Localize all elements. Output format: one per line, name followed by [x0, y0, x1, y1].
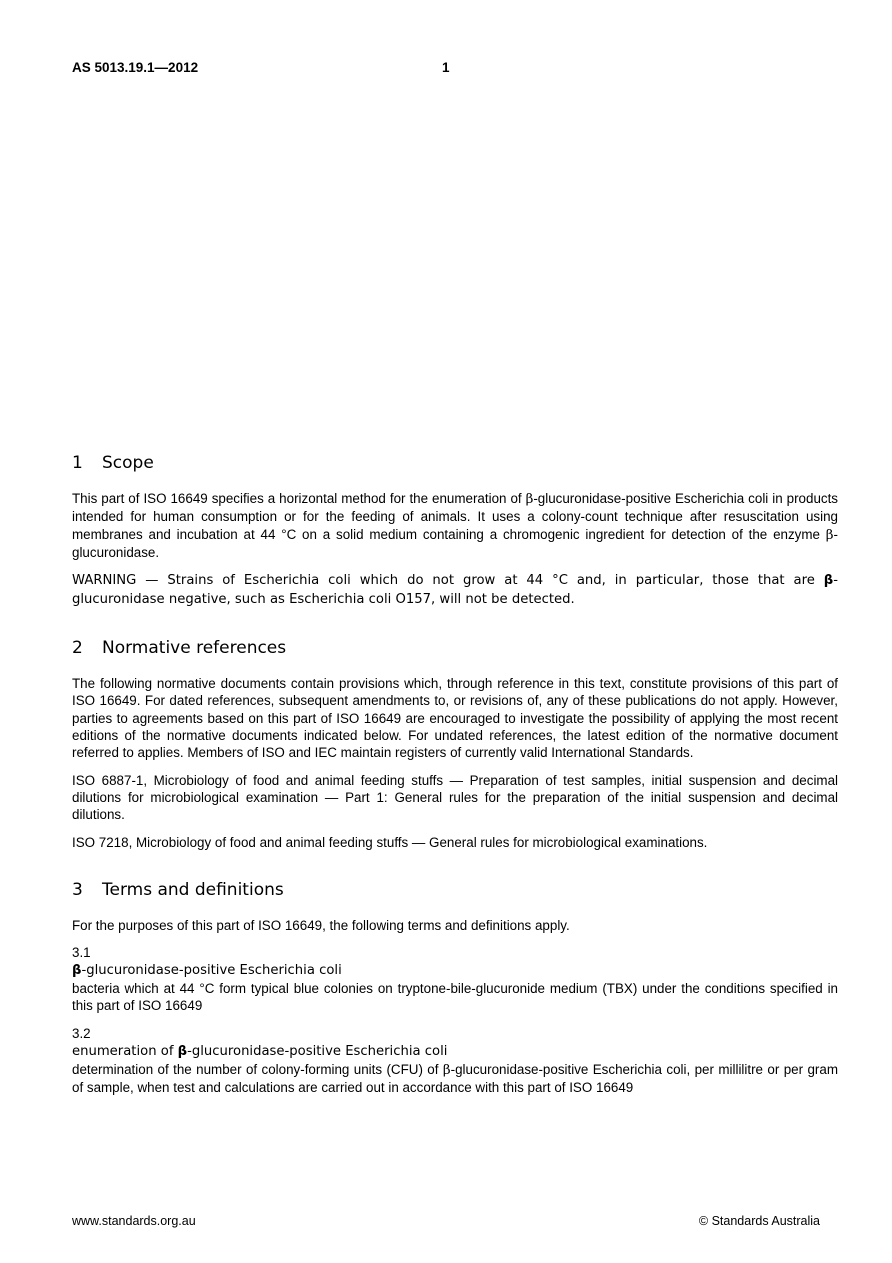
document-code: AS 5013.19.1—2012 — [72, 60, 199, 75]
term-entry — [72, 944, 838, 1015]
beta-symbol: β — [823, 573, 834, 589]
normative-intro-paragraph: The following normative documents contain provisions which, through reference in this text, constitute provisions of this part of ISO 16649. For dated references, subsequent amendments to, or revisions of, any of these publications do not apply. However, parties to agreements based on this part of ISO 16649 are encouraged to investigate the possibility of applying the most recent editions of the normative documents indicated below. For undated references, the latest edition of the normative document referred to applies. Members of ISO and IEC maintain registers of currently valid International Standards. — [72, 676, 838, 761]
section-number: 2 — [72, 638, 83, 659]
text-run: determination of the number of colony-forming units (CFU) of — [72, 1061, 443, 1077]
section-heading-scope — [72, 452, 838, 474]
reference-iso-6887-1: ISO 6887-1, Microbiology of food and animal feeding stuffs — Preparation of test samples, initial suspension and decimal dilutions for microbiological examination — Part 1: General rules for the preparation of the initial suspension and decimal dilutions. — [72, 772, 838, 823]
footer-website-link[interactable]: www.standards.org.au — [72, 1214, 196, 1228]
warning-paragraph — [72, 571, 838, 609]
section-heading-normative — [72, 637, 838, 659]
text-run: -glucuronidase-positive Escherichia coli — [81, 963, 342, 979]
term-number: 3.2 — [72, 1025, 91, 1041]
page-number: 1 — [442, 60, 450, 75]
section-number: 3 — [72, 879, 83, 900]
section-terms-definitions — [72, 879, 838, 1096]
text-run: WARNING — Strains of Escherichia coli which do not grow at 44 °C and, in particular, those that are — [72, 573, 824, 589]
section-title: Terms and definitions — [102, 879, 284, 900]
text-run: -glucuronidase-positive Escherichia coli in products intended for human consumption or for the feeding of animals. It uses a colony-count technique after resuscitation using membranes and incubation at 44 °C on a solid medium containing a chromogenic ingredient for detection of the enzyme — [72, 491, 838, 542]
beta-symbol: β — [177, 1043, 188, 1059]
text-run: enumeration of — [72, 1043, 178, 1059]
section-title: Normative references — [102, 638, 287, 659]
section-scope — [72, 452, 838, 609]
beta-symbol: β — [442, 1062, 451, 1078]
section-title: Scope — [102, 453, 154, 473]
footer-copyright: © Standards Australia — [698, 1214, 820, 1228]
term-name — [72, 962, 838, 980]
text-run: -glucuronidase negative, such as Escherichia coli O157, will not be detected. — [72, 573, 838, 608]
beta-symbol: β — [525, 492, 534, 507]
section-number: 1 — [72, 453, 83, 473]
terms-intro-paragraph: For the purposes of this part of ISO 16649, the following terms and definitions apply. — [72, 917, 570, 933]
section-heading-terms — [72, 879, 838, 901]
text-run: -glucuronidase-positive Escherichia coli — [187, 1043, 448, 1059]
term-number: 3.1 — [72, 945, 91, 961]
text-run: -glucuronidase-positive Escherichia coli, per millilitre or per gram of sample, when test and calculations are carried out in accordance with this part of ISO 16649 — [72, 1061, 838, 1096]
section-normative-references — [72, 637, 838, 851]
reference-iso-7218: ISO 7218, Microbiology of food and animal feeding stuffs — General rules for microbiological examinations. — [72, 834, 708, 850]
text-run: This part of ISO 16649 specifies a horizontal method for the enumeration of — [72, 491, 526, 506]
term-name — [72, 1043, 838, 1061]
text-run: -glucuronidase. — [72, 526, 838, 560]
document-body — [72, 452, 838, 1106]
term-entry — [72, 1025, 838, 1097]
beta-symbol: β — [825, 527, 834, 543]
scope-paragraph — [72, 490, 838, 561]
term-definition: bacteria which at 44 °C form typical blue colonies on tryptone-bile-glucuronide medium (TBX) under the conditions specified in this part of ISO 16649 — [72, 981, 838, 1014]
term-definition — [72, 1061, 838, 1097]
beta-symbol: β — [72, 963, 82, 979]
